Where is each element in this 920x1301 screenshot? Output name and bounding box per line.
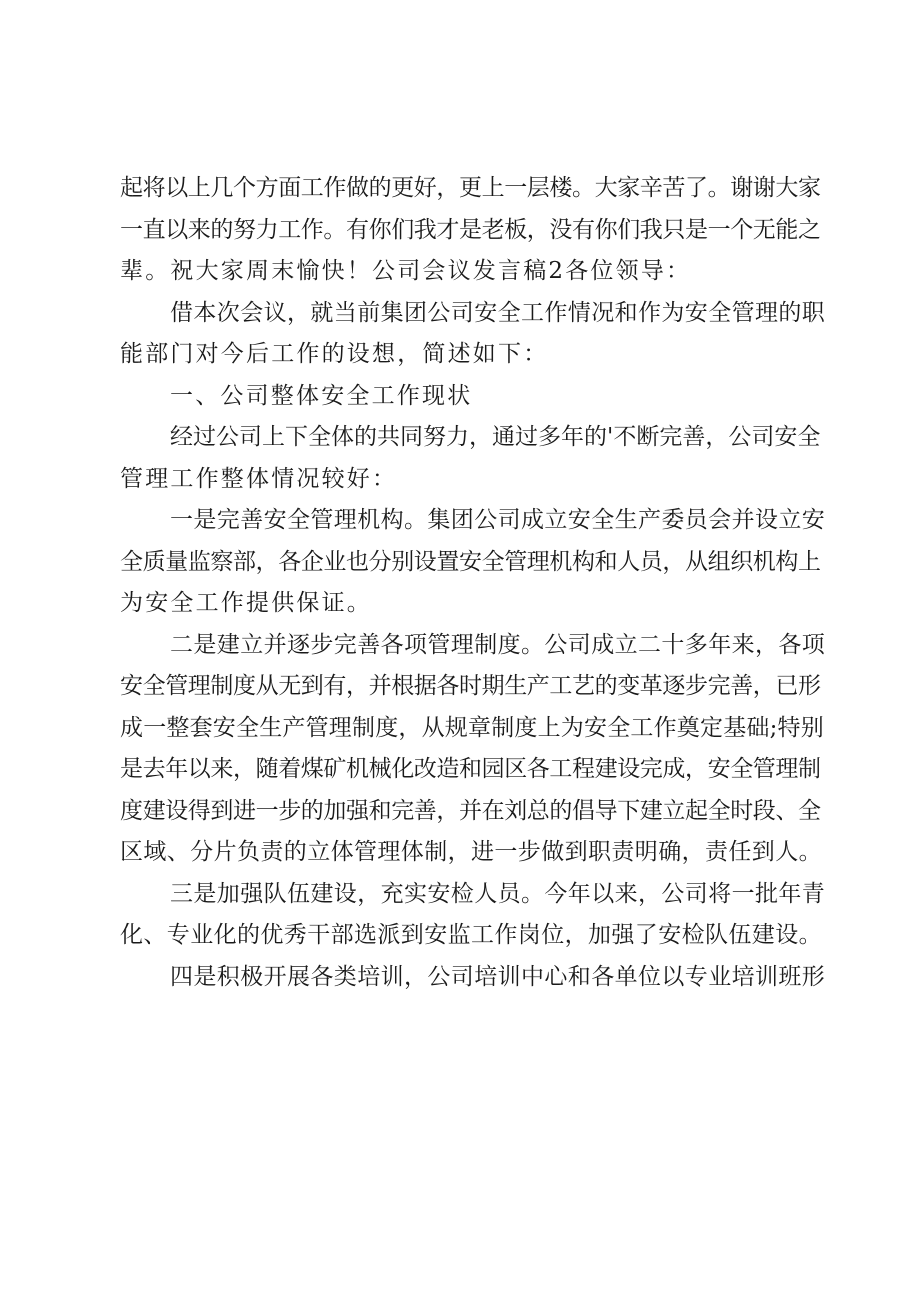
text-line: 借本次会议，就当前集团公司安全工作情况和作为安全管理的职 bbox=[170, 299, 826, 326]
text-line: 成一整套安全生产管理制度，从规章制度上为安全工作奠定基础;特别 bbox=[120, 714, 824, 741]
text-line: 一是完善安全管理机构。集团公司成立安全生产委员会并设立安 bbox=[170, 507, 826, 533]
text-line: 是去年以来，随着煤矿机械化改造和园区各工程建设完成，安全管理制 bbox=[120, 756, 821, 782]
section-heading: 一、公司整体安全工作现状 bbox=[170, 382, 473, 409]
document-body bbox=[120, 168, 825, 998]
text-line: 度建设得到进一步的加强和完善，并在刘总的倡导下建立起全时段、全 bbox=[120, 797, 821, 824]
text-line: 全质量监察部，各企业也分别设置安全管理机构和人员，从组织机构上 bbox=[120, 548, 821, 575]
text-line: 管理工作整体情况较好： bbox=[120, 465, 398, 492]
text-line: 安全管理制度从无到有，并根据各时期生产工艺的变革逐步完善，已形 bbox=[120, 673, 821, 699]
text-line: 经过公司上下全体的共同努力，通过多年的'不断完善，公司安全 bbox=[170, 424, 821, 450]
text-line: 区域、分片负责的立体管理体制，进一步做到职责明确，责任到人。 bbox=[120, 839, 822, 865]
text-line: 三是加强队伍建设，充实安检人员。今年以来，公司将一批年青 bbox=[170, 880, 826, 907]
text-line: 起将以上几个方面工作做的更好，更上一层楼。大家辛苦了。谢谢大家 bbox=[120, 175, 821, 201]
text-line: 一直以来的努力工作。有你们我才是老板，没有你们我只是一个无能之 bbox=[120, 216, 821, 243]
text-line: 能部门对今后工作的设想，简述如下： bbox=[120, 341, 549, 367]
text-line: 二是建立并逐步完善各项管理制度。公司成立二十多年来，各项 bbox=[170, 631, 826, 658]
text-line: 化、专业化的优秀干部选派到安监工作岗位，加强了安检队伍建设。 bbox=[120, 922, 822, 948]
text-line: 为安全工作提供保证。 bbox=[120, 590, 372, 616]
text-line: 四是积极开展各类培训，公司培训中心和各单位以专业培训班形 bbox=[170, 963, 826, 990]
text-line: 辈。祝大家周末愉快！公司会议发言稿2各位领导： bbox=[120, 258, 692, 284]
